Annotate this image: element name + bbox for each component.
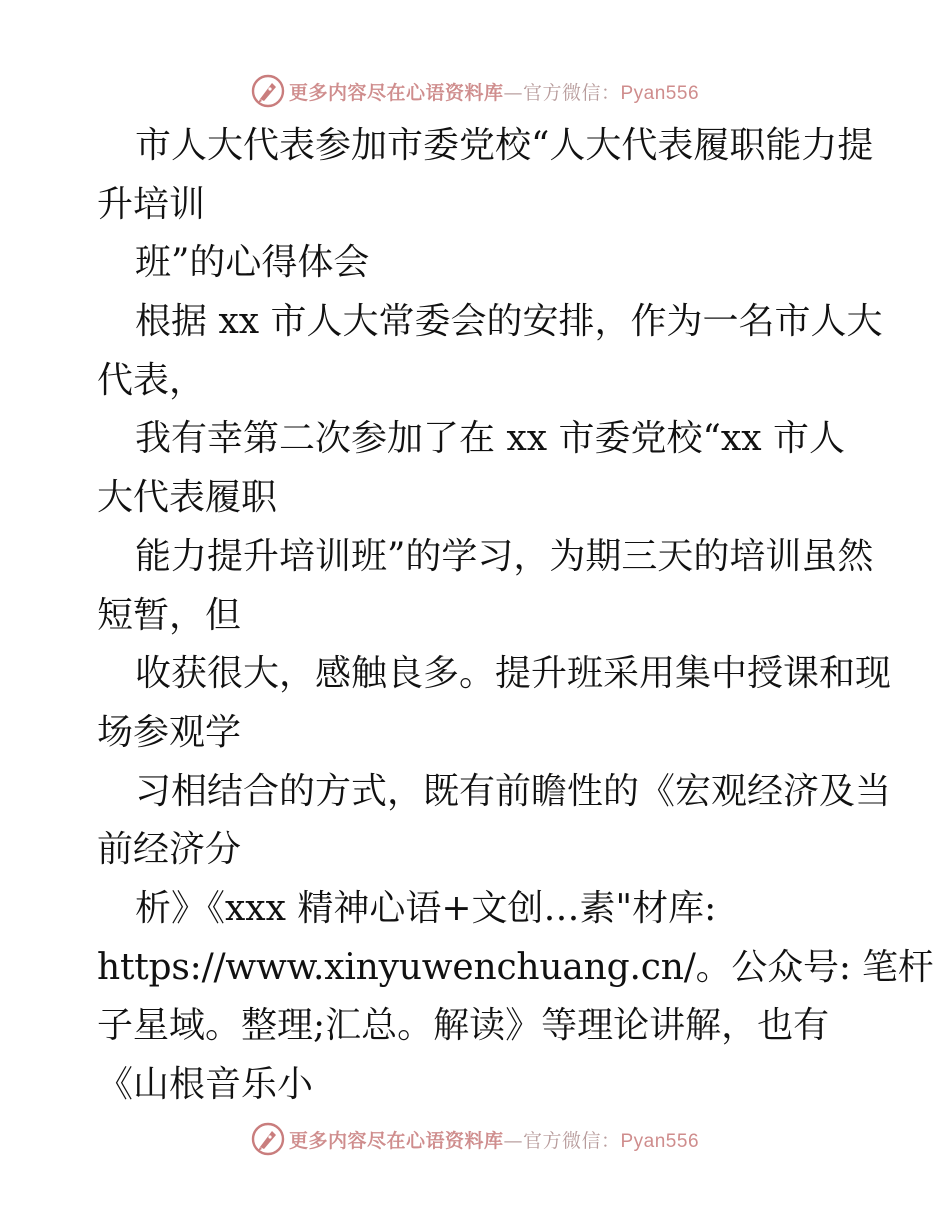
body-line: 场参观学 bbox=[97, 711, 242, 753]
banner-wechat-handle: Pyan556 bbox=[620, 1130, 700, 1152]
banner-separator: — bbox=[503, 81, 523, 104]
body-line: 短暂，但 bbox=[97, 594, 242, 636]
body-line: 《山根音乐小 bbox=[97, 1064, 314, 1105]
body-line: 根据 xx 市人大常委会的安排，作为一名市人大 bbox=[135, 301, 883, 343]
title-line: 班”的心得体会 bbox=[135, 242, 370, 284]
banner-separator: — bbox=[503, 1129, 523, 1152]
pen-nib-logo-icon bbox=[251, 1122, 285, 1156]
body-line: 子星域。整理;汇总。解读》等理论讲解，也有 bbox=[97, 1005, 830, 1047]
banner-main-text: 更多内容尽在心语资料库 bbox=[288, 1129, 504, 1152]
body-line: 前经济分 bbox=[97, 829, 242, 871]
title-line: 升培训 bbox=[97, 183, 206, 225]
body-line: 收获很大，感触良多。提升班采用集中授课和现 bbox=[135, 653, 892, 695]
banner-wechat-handle: Pyan556 bbox=[620, 82, 700, 104]
title-line: 市人大代表参加市委党校“人大代表履职能力提 bbox=[135, 125, 874, 166]
header-banner bbox=[0, 74, 950, 108]
pen-nib-logo-icon bbox=[251, 74, 285, 108]
body-line: 析》《xxx 精神心语+文创…素"材库: bbox=[135, 887, 717, 929]
banner-contact-label: 官方微信： bbox=[522, 81, 621, 104]
body-line: 我有幸第二次参加了在 xx 市委党校“xx 市人 bbox=[135, 418, 845, 460]
body-line: 习相结合的方式，既有前瞻性的《宏观经济及当 bbox=[135, 770, 892, 812]
body-line: 大代表履职 bbox=[97, 477, 278, 519]
banner-main-text: 更多内容尽在心语资料库 bbox=[288, 81, 504, 104]
body-line: 能力提升培训班”的学习，为期三天的培训虽然 bbox=[135, 535, 874, 577]
body-line-url: https://www.xinyuwenchuang.cn/。公众号: 笔杆 bbox=[97, 946, 934, 988]
body-line: 代表， bbox=[97, 359, 206, 401]
banner-contact-label: 官方微信： bbox=[522, 1129, 621, 1152]
document-body bbox=[97, 117, 934, 1115]
footer-banner bbox=[0, 1122, 950, 1156]
